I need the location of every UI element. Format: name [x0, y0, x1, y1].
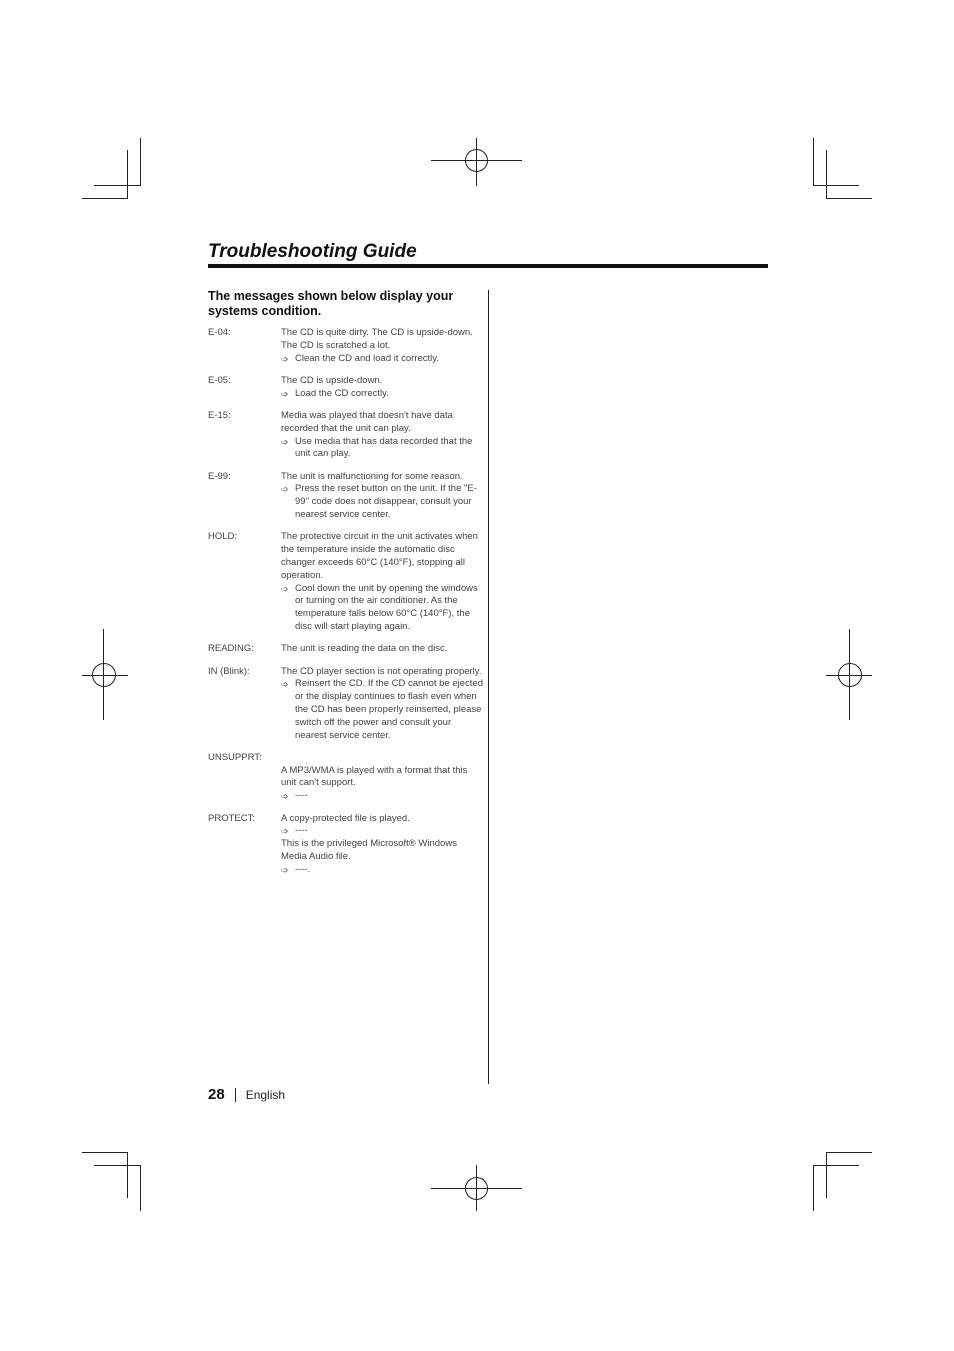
message-description: The CD is quite dirty. The CD is upside-down. The CD is scratched a lot. [281, 327, 473, 351]
message-entry [208, 813, 484, 877]
crop-mark [813, 1165, 859, 1166]
page-title: Troubleshooting Guide [208, 241, 417, 262]
arrow-right-icon: ➩ [281, 826, 289, 837]
crop-mark [127, 1152, 128, 1198]
crop-mark [140, 138, 141, 186]
column-divider [488, 290, 489, 1084]
message-body [281, 666, 484, 743]
message-description: This is the privileged Microsoft® Windows Media Audio file. [281, 838, 457, 862]
message-entry [208, 471, 484, 522]
message-description: The protective circuit in the unit activates when the temperature inside the automatic disc changer exceeds 60°C (140°F), stopping all operation. [281, 531, 478, 581]
registration-mark [465, 1177, 488, 1200]
message-description: The CD is upside-down. [281, 374, 383, 386]
remedy-text: Use media that has data recorded that the unit can play. [295, 435, 473, 460]
message-remedy [281, 388, 484, 401]
message-body [281, 375, 484, 401]
message-entry [208, 327, 484, 365]
crop-mark [94, 185, 141, 186]
message-description: Media was played that doesn't have data recorded that the unit can play. [281, 409, 453, 434]
message-description: The unit is malfunctioning for some reason. [281, 470, 463, 482]
arrow-right-icon: ➩ [281, 436, 289, 447]
message-entry [208, 410, 484, 461]
message-body [281, 531, 484, 633]
arrow-right-icon: ➩ [281, 679, 289, 690]
crop-mark [826, 1152, 827, 1198]
registration-mark [92, 663, 116, 687]
registration-mark [465, 149, 488, 172]
page-number: 28 [208, 1086, 225, 1103]
message-entry [208, 531, 484, 633]
message-entry [208, 375, 484, 401]
message-description: A copy-protected file is played. [281, 812, 410, 824]
message-code: E-04: [208, 327, 231, 338]
section-heading: The messages shown below display your systems condition. [208, 289, 454, 318]
message-code: E-15: [208, 409, 231, 421]
message-remedy [281, 353, 484, 366]
message-description: The unit is reading the data on the disc. [281, 643, 448, 655]
remedy-text: ---- [295, 825, 308, 837]
remedy-text: Load the CD correctly. [295, 387, 389, 399]
message-body [281, 471, 484, 522]
crop-mark [94, 1165, 141, 1166]
arrow-right-icon: ➩ [281, 484, 289, 495]
footer-language: English [245, 1088, 286, 1102]
message-remedy [281, 583, 484, 634]
arrow-right-icon: ➩ [281, 791, 289, 802]
arrow-right-icon: ➩ [281, 864, 289, 875]
arrow-right-icon: ➩ [281, 353, 289, 364]
message-code: UNSUPPRT: [208, 751, 262, 763]
footer-separator [235, 1088, 236, 1102]
message-code: E-05: [208, 374, 231, 386]
message-remedy [281, 825, 484, 838]
message-remedy [281, 678, 484, 742]
crop-mark [82, 1152, 128, 1153]
message-body [281, 752, 484, 803]
remedy-text: Press the reset button on the unit. If the "E-99" code does not disappear, consult your nearest service center. [295, 483, 477, 521]
crop-mark [826, 1152, 872, 1153]
message-description: A MP3/WMA is played with a format that this unit can't support. [281, 764, 468, 789]
message-code: IN (Blink): [208, 665, 250, 677]
message-remedy [281, 864, 484, 877]
message-code: PROTECT: [208, 812, 255, 824]
message-body [281, 813, 484, 877]
crop-mark [140, 1165, 141, 1211]
message-code: HOLD: [208, 531, 238, 543]
crop-mark [813, 185, 859, 186]
message-entry [208, 643, 484, 656]
message-body [281, 643, 484, 656]
message-entry [208, 666, 484, 743]
remedy-text: ---- [295, 790, 308, 802]
crop-mark [82, 198, 128, 199]
remedy-text: Clean the CD and load it correctly. [295, 352, 439, 364]
message-code: E-99: [208, 470, 231, 482]
message-remedy [281, 436, 484, 462]
message-list [208, 327, 484, 886]
message-body [281, 327, 484, 365]
remedy-text: Reinsert the CD. If the CD cannot be ejected or the display continues to flash even when the CD has been properly reinserted, please switch off the power and consult your nearest service center. [295, 678, 483, 741]
remedy-text: Cool down the unit by opening the windows or turning on the air conditioner. As the temperature falls below 60°C (140°F), the disc will start playing again. [295, 582, 478, 632]
arrow-right-icon: ➩ [281, 583, 289, 594]
crop-mark [826, 150, 827, 199]
message-body [281, 410, 484, 461]
page-footer [208, 1086, 285, 1103]
message-remedy [281, 483, 484, 521]
crop-mark [826, 198, 872, 199]
arrow-right-icon: ➩ [281, 388, 289, 399]
message-description: The CD player section is not operating properly. [281, 665, 482, 677]
crop-mark [813, 1165, 814, 1211]
title-rule [208, 264, 768, 268]
message-entry [208, 752, 484, 803]
message-remedy [281, 790, 484, 803]
message-code: READING: [208, 643, 254, 655]
registration-mark [838, 663, 862, 687]
crop-mark [127, 150, 128, 199]
crop-mark [813, 138, 814, 186]
remedy-text: ----. [295, 863, 311, 875]
